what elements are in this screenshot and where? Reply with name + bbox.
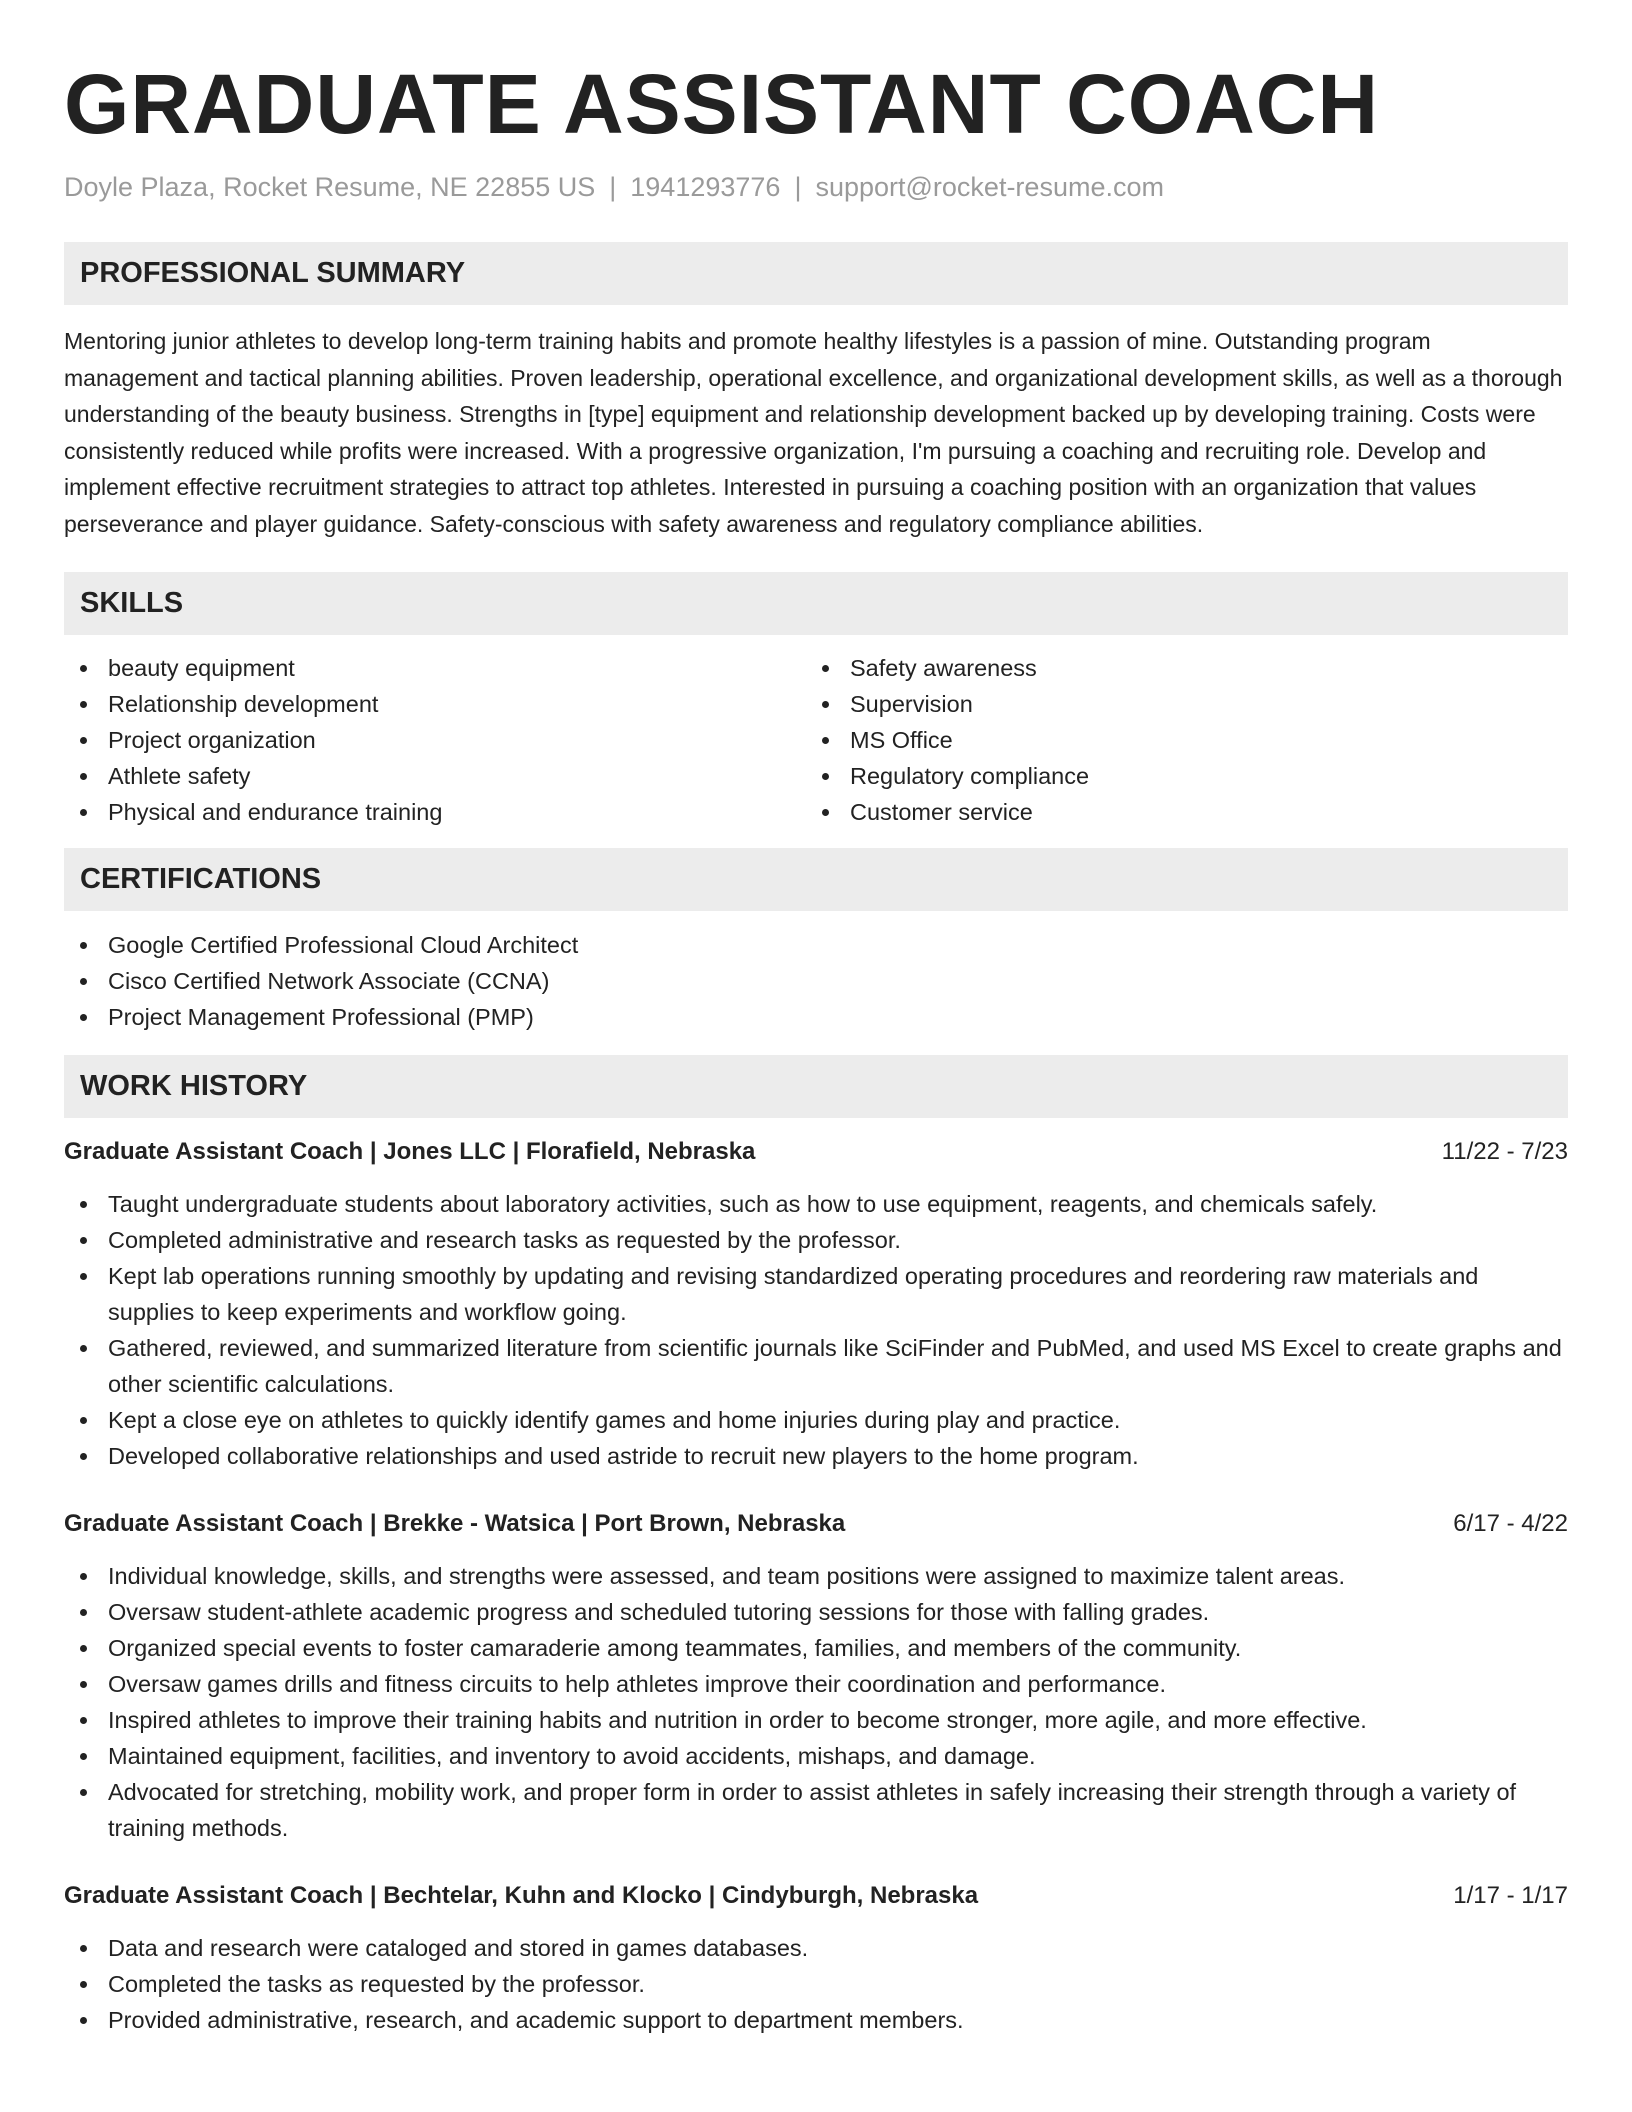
job-duties-list <box>64 1930 1568 2038</box>
skills-left-list <box>64 650 806 830</box>
job-duty: Organized special events to foster camaraderie among teammates, families, and members of the community. <box>64 1630 1568 1666</box>
skill-item: Regulatory compliance <box>806 758 1548 794</box>
job-duty: Oversaw student-athlete academic progress and scheduled tutoring sessions for those with falling grades. <box>64 1594 1568 1630</box>
certification-item: Cisco Certified Network Associate (CCNA) <box>64 963 1568 999</box>
job-title-company: Graduate Assistant Coach | Jones LLC | Florafield, Nebraska <box>64 1138 756 1165</box>
skill-item: Project organization <box>64 722 806 758</box>
job-duty: Kept a close eye on athletes to quickly identify games and home injuries during play and practice. <box>64 1402 1568 1438</box>
skills-grid <box>64 650 1568 830</box>
job-title-company: Graduate Assistant Coach | Bechtelar, Kuhn and Klocko | Cindyburgh, Nebraska <box>64 1882 979 1909</box>
job-duty: Taught undergraduate students about laboratory activities, such as how to use equipment, reagents, and chemicals safely. <box>64 1186 1568 1222</box>
contact-separator: | <box>794 172 802 202</box>
job-duty: Gathered, reviewed, and summarized literature from scientific journals like SciFinder and PubMed, and used MS Excel to create graphs and other scientific calculations. <box>64 1330 1568 1402</box>
job-duty: Developed collaborative relationships and used astride to recruit new players to the home program. <box>64 1438 1568 1474</box>
skill-item: Physical and endurance training <box>64 794 806 830</box>
job-header <box>64 1134 1568 1170</box>
skill-item: beauty equipment <box>64 650 806 686</box>
job-duties-list <box>64 1186 1568 1474</box>
job-duty: Data and research were cataloged and stored in games databases. <box>64 1930 1568 1966</box>
work-history-heading: WORK HISTORY <box>64 1055 1568 1118</box>
job-duty: Oversaw games drills and fitness circuits to help athletes improve their coordination and performance. <box>64 1666 1568 1702</box>
contact-address: Doyle Plaza, Rocket Resume, NE 22855 US <box>64 172 596 202</box>
skill-item: Athlete safety <box>64 758 806 794</box>
skill-item: Safety awareness <box>806 650 1548 686</box>
job-dates: 11/22 - 7/23 <box>1441 1138 1568 1165</box>
skill-item: MS Office <box>806 722 1548 758</box>
job-duty: Provided administrative, research, and academic support to department members. <box>64 2002 1568 2038</box>
skill-item: Relationship development <box>64 686 806 722</box>
skills-right-list <box>806 650 1548 830</box>
job-title-company: Graduate Assistant Coach | Brekke - Watsica | Port Brown, Nebraska <box>64 1510 846 1537</box>
skill-item: Supervision <box>806 686 1548 722</box>
resume-page <box>64 0 1568 2038</box>
job-header <box>64 1506 1568 1542</box>
job-duty: Individual knowledge, skills, and strengths were assessed, and team positions were assigned to maximize talent areas. <box>64 1558 1568 1594</box>
job-entry <box>64 1134 1568 1474</box>
resume-name: GRADUATE ASSISTANT COACH <box>64 57 1380 151</box>
certifications-heading: CERTIFICATIONS <box>64 848 1568 911</box>
job-entry <box>64 1878 1568 2038</box>
certification-item: Google Certified Professional Cloud Architect <box>64 927 1568 963</box>
summary-heading: PROFESSIONAL SUMMARY <box>64 242 1568 305</box>
certifications-list <box>64 927 1568 1035</box>
job-duty: Completed the tasks as requested by the professor. <box>64 1966 1568 2002</box>
job-duty: Completed administrative and research tasks as requested by the professor. <box>64 1222 1568 1258</box>
job-duty: Kept lab operations running smoothly by updating and revising standardized operating procedures and reordering raw materials and supplies to keep experiments and workflow going. <box>64 1258 1568 1330</box>
skills-heading: SKILLS <box>64 572 1568 635</box>
job-duties-list <box>64 1558 1568 1846</box>
contact-separator: | <box>609 172 617 202</box>
contact-phone: 1941293776 <box>630 172 781 202</box>
job-duty: Maintained equipment, facilities, and inventory to avoid accidents, mishaps, and damage. <box>64 1738 1568 1774</box>
summary-text: Mentoring junior athletes to develop long-term training habits and promote healthy lifestyles is a passion of mine. Outstanding program management and tactical planning abilities. Proven leadership, operational excellence, and organizational development skills, as well as a thorough understanding of the beauty business. Strengths in [type] equipment and relationship development backed up by developing training. Costs were consistently reduced while profits were increased. With a progressive organization, I'm pursuing a coaching and recruiting role. Develop and implement effective recruitment strategies to attract top athletes. Interested in pursuing a coaching position with an organization that values perseverance and player guidance. Safety-conscious with safety awareness and regulatory compliance abilities. <box>64 328 1563 537</box>
job-header <box>64 1878 1568 1914</box>
job-entry <box>64 1506 1568 1846</box>
job-dates: 6/17 - 4/22 <box>1453 1510 1568 1537</box>
contact-line <box>64 170 1568 204</box>
job-dates: 1/17 - 1/17 <box>1453 1882 1568 1909</box>
skill-item: Customer service <box>806 794 1548 830</box>
job-duty: Inspired athletes to improve their training habits and nutrition in order to become stronger, more agile, and more effective. <box>64 1702 1568 1738</box>
certification-item: Project Management Professional (PMP) <box>64 999 1568 1035</box>
job-duty: Advocated for stretching, mobility work, and proper form in order to assist athletes in safely increasing their strength through a variety of training methods. <box>64 1774 1568 1846</box>
contact-email: support@rocket-resume.com <box>815 172 1164 202</box>
